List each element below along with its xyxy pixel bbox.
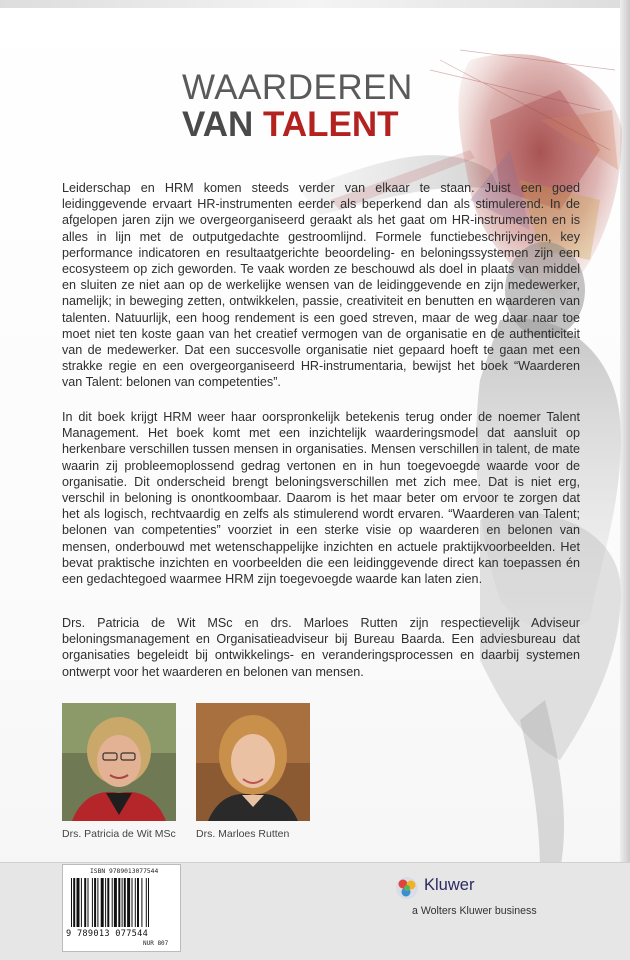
publisher-name: Kluwer	[424, 876, 475, 894]
isbn-label: ISBN 9789013077544	[90, 868, 159, 875]
title-word-van: VAN	[182, 105, 254, 144]
book-title	[182, 70, 442, 144]
author-caption-patricia: Drs. Patricia de Wit MSc	[62, 828, 176, 840]
author-caption-marloes: Drs. Marloes Rutten	[196, 828, 290, 840]
author-photo-marloes	[196, 703, 310, 821]
nur-code: NUR 807	[143, 940, 169, 947]
publisher-tagline: a Wolters Kluwer business	[412, 905, 537, 917]
blurb-paragraph-2: In dit boek krijgt HRM weer haar oorspronkelijk betekenis terug onder de noemer Talent Management. Het boek komt met een inzichtelijk waarderingsmodel dat aansluit op herkenbare verschillen tussen mensen in organisaties. Mensen verschillen in talent, de mate waarin zij probleemoplossend gedrag vertonen en in hun toegevoegde waarde voor de organisatie. Dit onderscheid brengt beloningsverschillen met zich mee. Dat is niet erg, verschil in beloning is onontkoombaar. Daarom is het maar beter om ervoor te zorgen dat het als logisch, rechtvaardig en zelfs als stimulerend wordt ervaren. “Waarderen van Talent; belonen van competenties” voorziet in een sterke visie op waarderen en belonen van mensen, onderbouwd met wetenschappelijke inzichten en actuele praktijkvoorbeelden. Het bevat praktische inzichten en voorbeelden die een leidinggevende direct kan toepassen én een gedachtegoed waarmee HRM zijn toegevoegde waarde kan laten zien.	[62, 410, 580, 587]
title-word-talent: TALENT	[263, 105, 399, 144]
kluwer-logo-icon	[395, 876, 419, 900]
author-photo-patricia	[62, 703, 176, 821]
barcode-number: 9 789013 077544	[66, 929, 149, 939]
blurb-paragraph-1: Leiderschap en HRM komen steeds verder van elkaar te staan. Juist een goed leidinggevende ervaart HR-instrumenten eerder als beperkend dan als stimulerend. In de afgelopen jaren zijn we overgeorganiseerd geraakt als het gaat om HR-instrumenten en is alles in lijn met de outputgedachte gestroomlijnd. Formele functiebeschrijvingen, key performance indicatoren en resultaatgerichte beoordeling- en beloningssystemen zijn een ecosysteem op zich geworden. Te vaak worden ze beschouwd als doel in plaats van middel en sluiten ze niet aan op de werkelijke wensen van de leidinggevende en zijn medewerker, namelijk; in beweging zetten, ontwikkelen, passie, creativiteit en benutten en waarderen van talenten. Natuurlijk, een hoog rendement is een goed streven, maar de weg daar naar toe moet niet ten koste gaan van het creatief vermogen van de organisatie en de authenticiteit van de medewerker. Dat een succesvolle organisatie niet gepaard hoeft te gaan met een strakke regie en een overgeorganiseerd HR-instrumentaria, bewijst het boek “Waarderen van Talent: belonen van competenties”.	[62, 181, 580, 390]
author-bio: Drs. Patricia de Wit MSc en drs. Marloes Rutten zijn respectievelijk Adviseur beloningsmanagement en Organisatieadviseur bij Bureau Baarda. Een adviesbureau dat organisaties begeleidt bij ontwikkelings- en veranderingsprocessen en daarbij systemen ontwerpt voor het waarderen en belonen van mensen.	[62, 616, 580, 679]
title-line-2	[182, 106, 442, 144]
barcode-box	[62, 864, 181, 952]
barcode-icon	[71, 878, 175, 927]
title-line-1: WAARDEREN	[182, 68, 413, 107]
